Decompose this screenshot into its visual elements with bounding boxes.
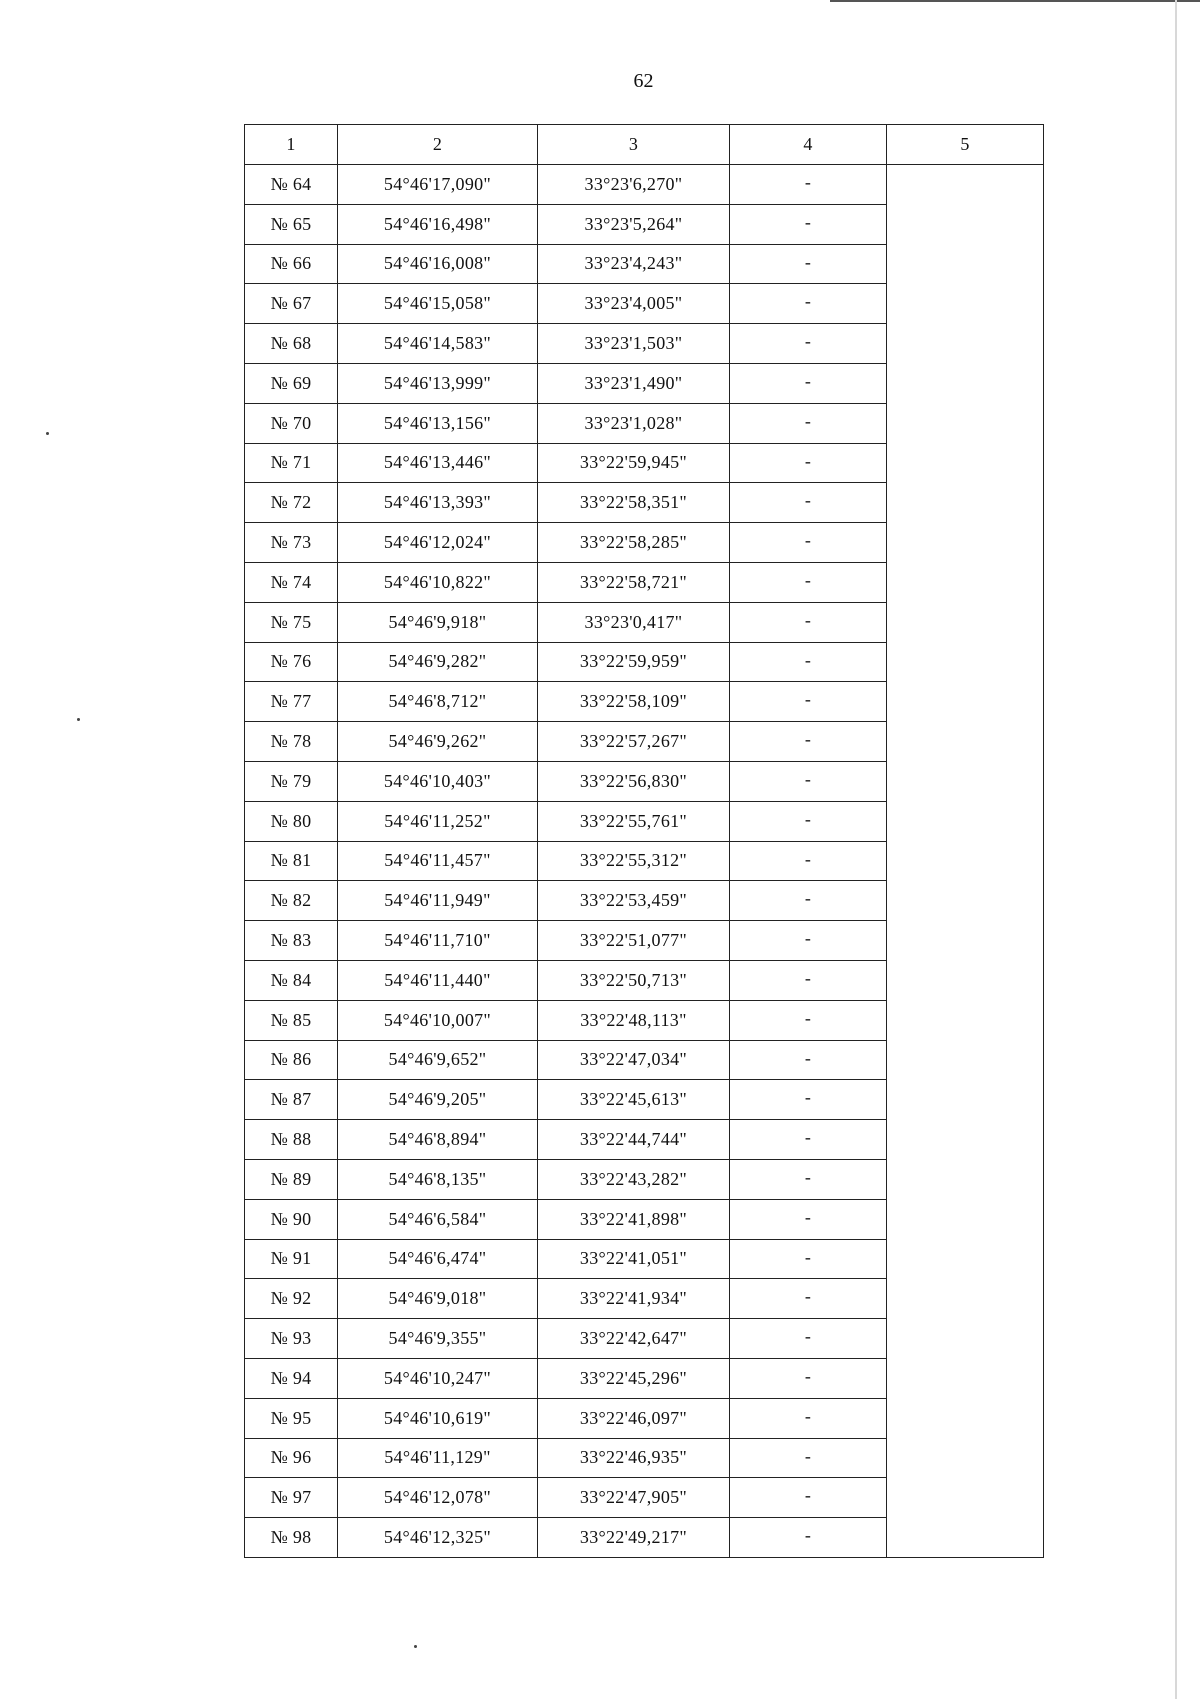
longitude-cell: 33°22'44,744" (538, 1120, 730, 1160)
column-4-cell (730, 324, 887, 364)
longitude-cell: 33°22'41,898" (538, 1199, 730, 1239)
latitude-cell: 54°46'9,282" (338, 642, 538, 682)
latitude-cell: 54°46'9,652" (338, 1040, 538, 1080)
latitude-cell: 54°46'12,078" (338, 1478, 538, 1518)
latitude-cell: 54°46'16,008" (338, 244, 538, 284)
dash-mark: - (804, 1007, 812, 1028)
point-number-cell: № 71 (245, 443, 338, 483)
dash-mark: - (804, 1445, 812, 1466)
point-number-cell: № 72 (245, 483, 338, 523)
point-number-cell: № 96 (245, 1438, 338, 1478)
dash-mark: - (804, 211, 812, 232)
longitude-cell: 33°22'48,113" (538, 1000, 730, 1040)
longitude-cell: 33°22'50,713" (538, 960, 730, 1000)
point-number-cell: № 91 (245, 1239, 338, 1279)
column-4-cell (730, 960, 887, 1000)
latitude-cell: 54°46'10,822" (338, 562, 538, 602)
longitude-cell: 33°22'45,296" (538, 1358, 730, 1398)
point-number-cell: № 97 (245, 1478, 338, 1518)
latitude-cell: 54°46'13,156" (338, 403, 538, 443)
dash-mark: - (804, 291, 812, 312)
column-4-cell (730, 483, 887, 523)
longitude-cell: 33°22'49,217" (538, 1518, 730, 1558)
column-4-cell (730, 1398, 887, 1438)
dash-mark: - (804, 1326, 812, 1347)
column-4-cell (730, 1239, 887, 1279)
column-4-cell (730, 204, 887, 244)
latitude-cell: 54°46'14,583" (338, 324, 538, 364)
dash-mark: - (804, 530, 812, 551)
latitude-cell: 54°46'9,205" (338, 1080, 538, 1120)
longitude-cell: 33°22'55,312" (538, 841, 730, 881)
dash-mark: - (804, 1047, 812, 1068)
latitude-cell: 54°46'10,403" (338, 761, 538, 801)
latitude-cell: 54°46'9,018" (338, 1279, 538, 1319)
point-number-cell: № 75 (245, 602, 338, 642)
dash-mark: - (804, 1246, 812, 1267)
dash-mark: - (804, 490, 812, 511)
dash-mark: - (804, 609, 812, 630)
longitude-cell: 33°22'51,077" (538, 921, 730, 961)
column-4-cell (730, 244, 887, 284)
latitude-cell: 54°46'15,058" (338, 284, 538, 324)
scan-speck (414, 1645, 417, 1648)
longitude-cell: 33°22'41,934" (538, 1279, 730, 1319)
point-number-cell: № 98 (245, 1518, 338, 1558)
latitude-cell: 54°46'10,247" (338, 1358, 538, 1398)
longitude-cell: 33°22'59,959" (538, 642, 730, 682)
dash-mark: - (804, 1365, 812, 1386)
dash-mark: - (804, 251, 812, 272)
column-4-cell (730, 1040, 887, 1080)
dash-mark: - (804, 768, 812, 789)
coordinates-table (244, 124, 1044, 1558)
column-4-cell (730, 602, 887, 642)
longitude-cell: 33°23'4,005" (538, 284, 730, 324)
longitude-cell: 33°22'58,721" (538, 562, 730, 602)
column-4-cell (730, 1478, 887, 1518)
latitude-cell: 54°46'17,090" (338, 165, 538, 205)
longitude-cell: 33°22'45,613" (538, 1080, 730, 1120)
latitude-cell: 54°46'10,619" (338, 1398, 538, 1438)
point-number-cell: № 87 (245, 1080, 338, 1120)
longitude-cell: 33°22'58,351" (538, 483, 730, 523)
point-number-cell: № 69 (245, 363, 338, 403)
point-number-cell: № 79 (245, 761, 338, 801)
point-number-cell: № 66 (245, 244, 338, 284)
longitude-cell: 33°22'42,647" (538, 1319, 730, 1359)
longitude-cell: 33°23'5,264" (538, 204, 730, 244)
dash-mark: - (804, 689, 812, 710)
point-number-cell: № 82 (245, 881, 338, 921)
dash-mark: - (804, 729, 812, 750)
longitude-cell: 33°23'1,490" (538, 363, 730, 403)
dash-mark: - (804, 848, 812, 869)
column-4-cell (730, 761, 887, 801)
longitude-cell: 33°23'1,503" (538, 324, 730, 364)
point-number-cell: № 64 (245, 165, 338, 205)
dash-mark: - (804, 370, 812, 391)
dash-mark: - (804, 1405, 812, 1426)
longitude-cell: 33°22'46,935" (538, 1438, 730, 1478)
point-number-cell: № 92 (245, 1279, 338, 1319)
longitude-cell: 33°22'46,097" (538, 1398, 730, 1438)
point-number-cell: № 89 (245, 1159, 338, 1199)
latitude-cell: 54°46'8,135" (338, 1159, 538, 1199)
dash-mark: - (804, 1127, 812, 1148)
column-5-cell (887, 165, 1044, 1558)
point-number-cell: № 95 (245, 1398, 338, 1438)
latitude-cell: 54°46'8,894" (338, 1120, 538, 1160)
point-number-cell: № 76 (245, 642, 338, 682)
longitude-cell: 33°22'47,905" (538, 1478, 730, 1518)
scan-speck (46, 432, 49, 435)
column-4-cell (730, 443, 887, 483)
table-header-row (245, 125, 1044, 165)
column-4-cell (730, 722, 887, 762)
latitude-cell: 54°46'13,393" (338, 483, 538, 523)
latitude-cell: 54°46'8,712" (338, 682, 538, 722)
page-number: 62 (633, 70, 654, 92)
longitude-cell: 33°22'43,282" (538, 1159, 730, 1199)
dash-mark: - (804, 888, 812, 909)
dash-mark: - (804, 1485, 812, 1506)
column-header: 3 (538, 125, 730, 165)
dash-mark: - (804, 1087, 812, 1108)
longitude-cell: 33°22'58,285" (538, 523, 730, 563)
latitude-cell: 54°46'11,457" (338, 841, 538, 881)
column-4-cell (730, 881, 887, 921)
column-4-cell (730, 1159, 887, 1199)
point-number-cell: № 94 (245, 1358, 338, 1398)
point-number-cell: № 74 (245, 562, 338, 602)
dash-mark: - (804, 450, 812, 471)
latitude-cell: 54°46'16,498" (338, 204, 538, 244)
point-number-cell: № 86 (245, 1040, 338, 1080)
point-number-cell: № 90 (245, 1199, 338, 1239)
column-4-cell (730, 921, 887, 961)
point-number-cell: № 78 (245, 722, 338, 762)
latitude-cell: 54°46'13,446" (338, 443, 538, 483)
point-number-cell: № 65 (245, 204, 338, 244)
point-number-cell: № 67 (245, 284, 338, 324)
column-header: 4 (730, 125, 887, 165)
column-4-cell (730, 284, 887, 324)
longitude-cell: 33°22'53,459" (538, 881, 730, 921)
dash-mark: - (804, 1525, 812, 1546)
column-4-cell (730, 1000, 887, 1040)
point-number-cell: № 88 (245, 1120, 338, 1160)
latitude-cell: 54°46'10,007" (338, 1000, 538, 1040)
dash-mark: - (804, 331, 812, 352)
dash-mark: - (804, 649, 812, 670)
point-number-cell: № 80 (245, 801, 338, 841)
column-4-cell (730, 1518, 887, 1558)
column-4-cell (730, 165, 887, 205)
dash-mark: - (804, 1166, 812, 1187)
longitude-cell: 33°23'6,270" (538, 165, 730, 205)
column-4-cell (730, 1120, 887, 1160)
point-number-cell: № 70 (245, 403, 338, 443)
longitude-cell: 33°22'41,051" (538, 1239, 730, 1279)
point-number-cell: № 84 (245, 960, 338, 1000)
column-4-cell (730, 1438, 887, 1478)
latitude-cell: 54°46'11,440" (338, 960, 538, 1000)
latitude-cell: 54°46'12,325" (338, 1518, 538, 1558)
column-4-cell (730, 642, 887, 682)
column-4-cell (730, 1279, 887, 1319)
column-header: 2 (338, 125, 538, 165)
longitude-cell: 33°22'55,761" (538, 801, 730, 841)
latitude-cell: 54°46'6,584" (338, 1199, 538, 1239)
dash-mark: - (804, 1206, 812, 1227)
scan-edge-shadow (1175, 0, 1177, 1699)
longitude-cell: 33°23'1,028" (538, 403, 730, 443)
latitude-cell: 54°46'13,999" (338, 363, 538, 403)
longitude-cell: 33°22'59,945" (538, 443, 730, 483)
longitude-cell: 33°22'56,830" (538, 761, 730, 801)
latitude-cell: 54°46'9,262" (338, 722, 538, 762)
latitude-cell: 54°46'11,710" (338, 921, 538, 961)
column-4-cell (730, 682, 887, 722)
scan-edge-line (830, 0, 1200, 2)
dash-mark: - (804, 569, 812, 590)
point-number-cell: № 93 (245, 1319, 338, 1359)
column-4-cell (730, 841, 887, 881)
column-4-cell (730, 1319, 887, 1359)
column-4-cell (730, 523, 887, 563)
column-4-cell (730, 562, 887, 602)
dash-mark: - (804, 410, 812, 431)
latitude-cell: 54°46'11,129" (338, 1438, 538, 1478)
longitude-cell: 33°22'57,267" (538, 722, 730, 762)
table-body (245, 125, 1044, 1558)
longitude-cell: 33°23'4,243" (538, 244, 730, 284)
dash-mark: - (804, 172, 812, 192)
longitude-cell: 33°22'58,109" (538, 682, 730, 722)
scan-speck (77, 718, 80, 721)
column-4-cell (730, 801, 887, 841)
latitude-cell: 54°46'11,949" (338, 881, 538, 921)
column-header: 1 (245, 125, 338, 165)
column-4-cell (730, 1199, 887, 1239)
dash-mark: - (804, 967, 812, 988)
dash-mark: - (804, 808, 812, 829)
column-4-cell (730, 403, 887, 443)
latitude-cell: 54°46'9,355" (338, 1319, 538, 1359)
point-number-cell: № 68 (245, 324, 338, 364)
latitude-cell: 54°46'9,918" (338, 602, 538, 642)
latitude-cell: 54°46'12,024" (338, 523, 538, 563)
column-4-cell (730, 363, 887, 403)
point-number-cell: № 81 (245, 841, 338, 881)
longitude-cell: 33°23'0,417" (538, 602, 730, 642)
point-number-cell: № 77 (245, 682, 338, 722)
dash-mark: - (804, 928, 812, 949)
table-row (245, 165, 1044, 205)
column-4-cell (730, 1080, 887, 1120)
dash-mark: - (804, 1286, 812, 1307)
latitude-cell: 54°46'11,252" (338, 801, 538, 841)
longitude-cell: 33°22'47,034" (538, 1040, 730, 1080)
point-number-cell: № 85 (245, 1000, 338, 1040)
column-4-cell (730, 1358, 887, 1398)
column-header: 5 (887, 125, 1044, 165)
point-number-cell: № 83 (245, 921, 338, 961)
latitude-cell: 54°46'6,474" (338, 1239, 538, 1279)
point-number-cell: № 73 (245, 523, 338, 563)
